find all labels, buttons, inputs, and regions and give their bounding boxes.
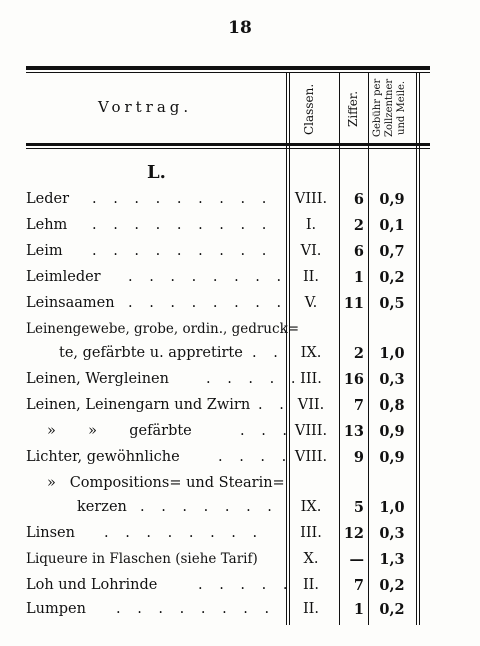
row-ziffer: 11 bbox=[343, 295, 364, 312]
row-gebuehr: 1,3 bbox=[379, 551, 405, 568]
header-klassen: Classen. bbox=[302, 83, 316, 135]
header-vortrag: Vortrag. bbox=[98, 98, 193, 116]
row-leader-dots: . . . . . . . . . bbox=[92, 217, 273, 233]
row-leader-dots: . . . . . . . . bbox=[128, 269, 288, 285]
section-letter: L. bbox=[147, 162, 166, 183]
row-klasse: VIII. bbox=[294, 191, 328, 207]
row-label: Liqueure in Flaschen (siehe Tarif) bbox=[26, 551, 258, 567]
row-ziffer: 2 bbox=[353, 345, 364, 362]
table-row bbox=[0, 601, 480, 627]
row-leader-dots: . . . bbox=[240, 423, 294, 439]
row-ziffer: 7 bbox=[353, 397, 364, 414]
row-klasse: III. bbox=[300, 525, 322, 541]
table-row bbox=[0, 295, 480, 321]
header-gebuehr-line3: und Meile. bbox=[396, 80, 407, 136]
row-leader-dots: . . . . . . . . . bbox=[92, 243, 273, 259]
row-ziffer: 5 bbox=[353, 499, 364, 516]
row-ziffer: 12 bbox=[343, 525, 364, 542]
row-klasse: II. bbox=[302, 269, 320, 285]
row-klasse: VI. bbox=[300, 243, 322, 259]
row-leader-dots: . . . . . . . . bbox=[128, 295, 288, 311]
row-label: kerzen bbox=[77, 499, 127, 515]
row-label: Loh und Lohrinde bbox=[26, 577, 158, 593]
header-ziffer: Ziffer. bbox=[346, 90, 360, 128]
table-row bbox=[0, 345, 480, 371]
row-leader-dots: . . . . . . . . bbox=[104, 525, 264, 541]
row-label: Leinengewebe, grobe, ordin., gedruck= bbox=[26, 321, 300, 337]
table-row bbox=[0, 243, 480, 269]
row-klasse: VIII. bbox=[294, 449, 328, 465]
row-gebuehr: 0,9 bbox=[379, 423, 405, 440]
row-ziffer: — bbox=[349, 551, 364, 568]
row-label: Leinsaamen bbox=[26, 295, 115, 311]
row-gebuehr: 0,9 bbox=[379, 191, 405, 208]
header-gebuehr-line1: Gebühr per bbox=[372, 78, 383, 138]
row-leader-dots: . . . . . bbox=[206, 371, 302, 387]
header-bottom-rule-thin bbox=[26, 148, 430, 149]
row-label: Leinen, Wergleinen bbox=[26, 371, 169, 387]
row-label: Linsen bbox=[26, 525, 75, 541]
row-gebuehr: 0,3 bbox=[379, 371, 405, 388]
header-gebuehr-line2: Zollzentner bbox=[384, 78, 395, 138]
row-klasse: III. bbox=[300, 371, 322, 387]
row-ziffer: 1 bbox=[353, 601, 364, 618]
row-gebuehr: 0,8 bbox=[379, 397, 405, 414]
row-ziffer: 2 bbox=[353, 217, 364, 234]
table-row bbox=[0, 475, 480, 501]
table-row bbox=[0, 269, 480, 295]
row-label: te, gefärbte u. appretirte bbox=[59, 345, 243, 361]
row-label: » » gefärbte bbox=[47, 423, 192, 439]
row-klasse: IX. bbox=[300, 345, 322, 361]
row-gebuehr: 0,2 bbox=[379, 577, 405, 594]
table-row bbox=[0, 551, 480, 577]
row-gebuehr: 0,9 bbox=[379, 449, 405, 466]
row-leader-dots: . . bbox=[258, 397, 290, 413]
table-row bbox=[0, 191, 480, 217]
row-klasse: VIII. bbox=[294, 423, 328, 439]
row-gebuehr: 0,5 bbox=[379, 295, 405, 312]
row-ziffer: 9 bbox=[353, 449, 364, 466]
row-ziffer: 6 bbox=[353, 243, 364, 260]
row-klasse: II. bbox=[302, 577, 320, 593]
row-gebuehr: 0,1 bbox=[379, 217, 405, 234]
row-ziffer: 7 bbox=[353, 577, 364, 594]
row-gebuehr: 0,7 bbox=[379, 243, 405, 260]
table-row bbox=[0, 449, 480, 475]
row-label: Leder bbox=[26, 191, 70, 207]
row-gebuehr: 1,0 bbox=[379, 345, 405, 362]
table-row bbox=[0, 577, 480, 603]
row-klasse: VII. bbox=[297, 397, 325, 413]
row-klasse: I. bbox=[305, 217, 317, 233]
row-gebuehr: 0,3 bbox=[379, 525, 405, 542]
row-leader-dots: . . . . . . . . . bbox=[92, 191, 273, 207]
row-leader-dots: . . . . bbox=[218, 449, 293, 465]
row-klasse: X. bbox=[303, 551, 319, 567]
row-ziffer: 13 bbox=[343, 423, 364, 440]
table-row bbox=[0, 371, 480, 397]
page-number: 18 bbox=[228, 18, 252, 38]
row-label: Lumpen bbox=[26, 601, 86, 617]
header-bottom-rule-thick bbox=[26, 143, 430, 146]
row-ziffer: 6 bbox=[353, 191, 364, 208]
table-row bbox=[0, 499, 480, 525]
table-row bbox=[0, 397, 480, 423]
table-row bbox=[0, 217, 480, 243]
row-leader-dots: . . bbox=[252, 345, 284, 361]
row-label: Lichter, gewöhnliche bbox=[26, 449, 180, 465]
top-rule-thick bbox=[26, 66, 430, 70]
row-gebuehr: 1,0 bbox=[379, 499, 405, 516]
row-label: Leim bbox=[26, 243, 63, 259]
row-gebuehr: 0,2 bbox=[379, 269, 405, 286]
row-klasse: IX. bbox=[300, 499, 322, 515]
row-label: » Compositions= und Stearin= bbox=[47, 475, 285, 491]
row-ziffer: 16 bbox=[343, 371, 364, 388]
row-leader-dots: . . . . . . . . bbox=[116, 601, 276, 617]
row-label: Lehm bbox=[26, 217, 68, 233]
top-rule-thin bbox=[26, 72, 430, 73]
table-row bbox=[0, 525, 480, 551]
row-klasse: II. bbox=[302, 601, 320, 617]
table-row bbox=[0, 423, 480, 449]
row-klasse: V. bbox=[304, 295, 318, 311]
row-leader-dots: . . . . . . . bbox=[140, 499, 278, 515]
row-leader-dots: . . . . . bbox=[198, 577, 294, 593]
table-row bbox=[0, 321, 480, 347]
row-label: Leimleder bbox=[26, 269, 101, 285]
row-ziffer: 1 bbox=[353, 269, 364, 286]
row-gebuehr: 0,2 bbox=[379, 601, 405, 618]
row-label: Leinen, Leinengarn und Zwirn bbox=[26, 397, 251, 413]
